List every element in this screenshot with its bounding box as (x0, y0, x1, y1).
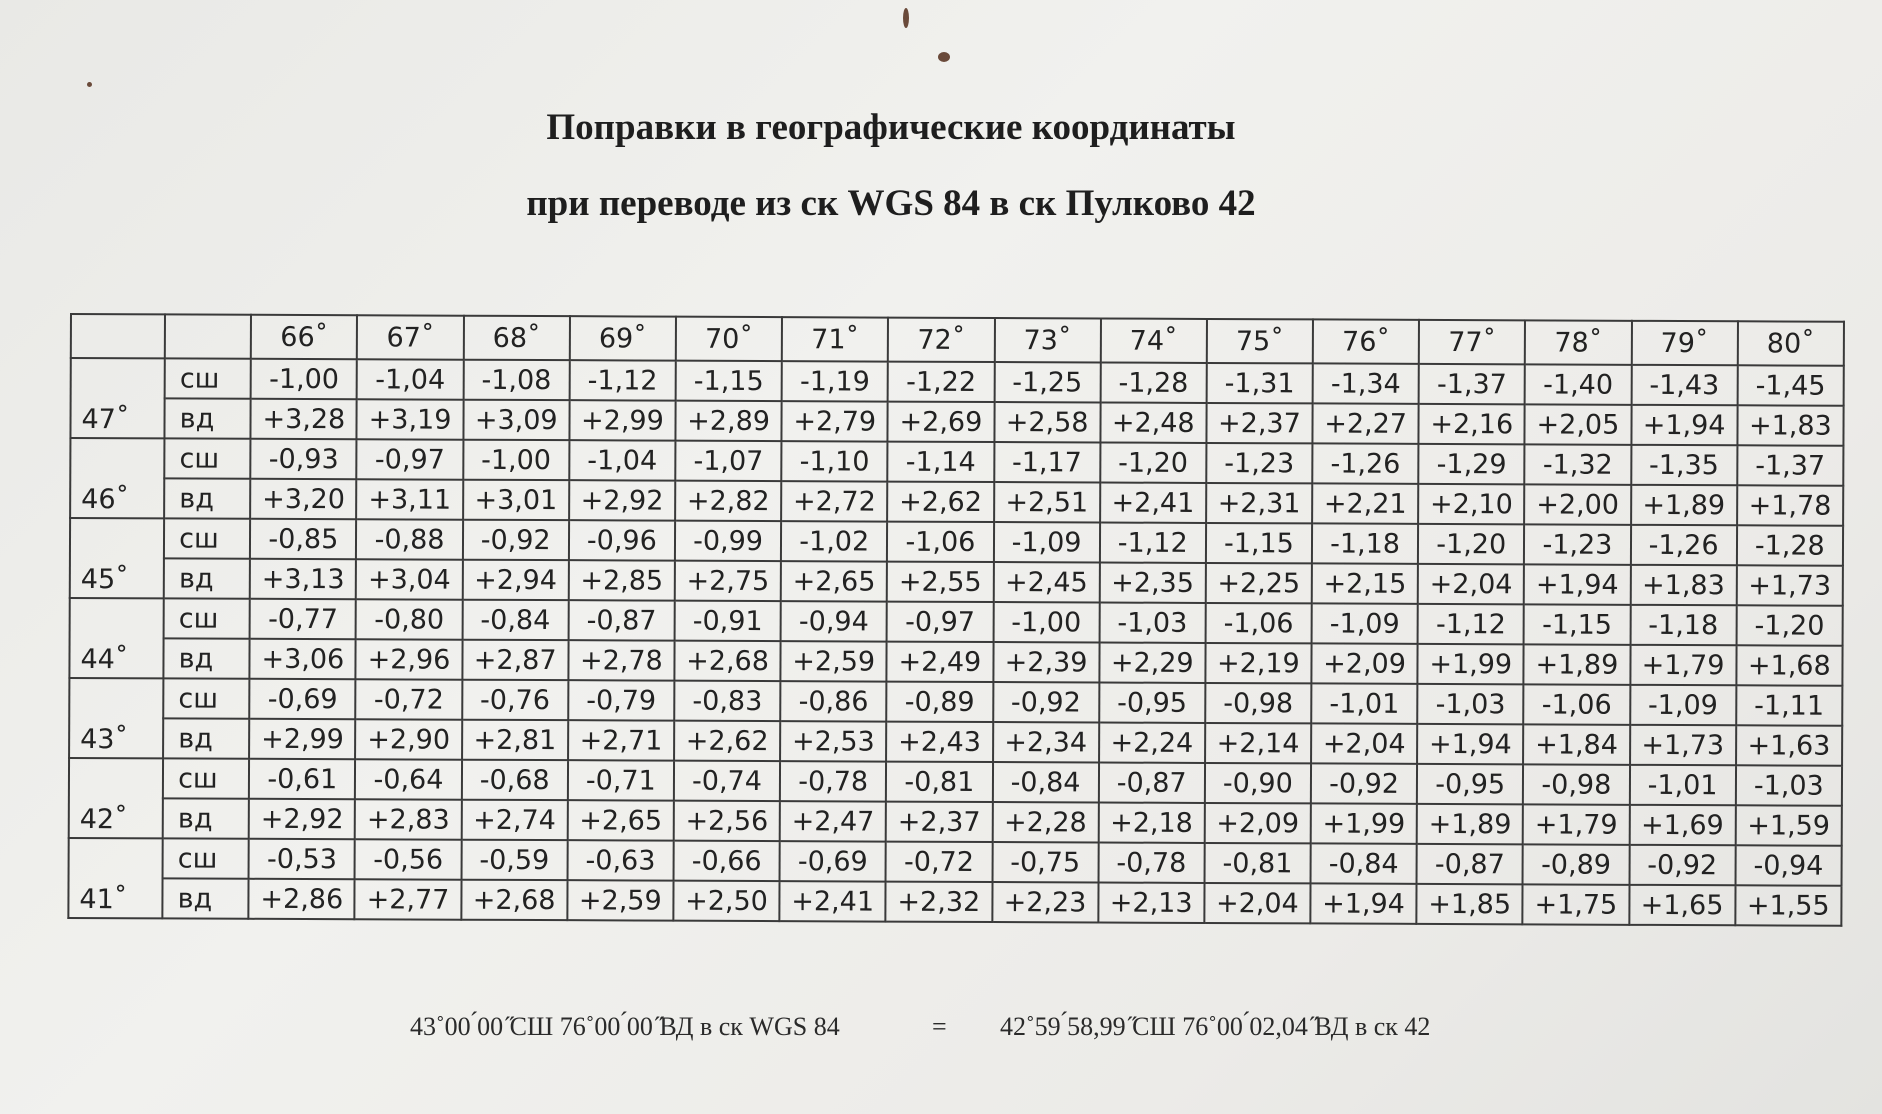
longitude-header-cell: 74˚ (1100, 318, 1206, 362)
correction-value-cell: -0,89 (1523, 844, 1629, 884)
correction-value-cell: +1,55 (1735, 885, 1841, 925)
correction-value-cell: +3,01 (463, 480, 569, 520)
corner-cell (165, 314, 251, 358)
correction-value-cell: -0,87 (1417, 844, 1523, 884)
correction-value-cell: +2,49 (887, 642, 993, 682)
longitude-header-cell: 80˚ (1737, 321, 1843, 365)
correction-value-cell: -0,97 (357, 439, 463, 479)
correction-value-cell: -0,84 (992, 762, 1098, 802)
correction-value-cell: +2,21 (1312, 483, 1418, 523)
correction-value-cell: -0,92 (1629, 845, 1735, 885)
correction-value-cell: -0,71 (568, 760, 674, 800)
correction-value-cell: -1,29 (1418, 444, 1524, 484)
row-kind-label: сш (163, 838, 249, 878)
correction-value-cell: -0,80 (356, 599, 462, 639)
correction-value-cell: -0,59 (461, 840, 567, 880)
correction-value-cell: +2,16 (1419, 404, 1525, 444)
paper-speck (903, 8, 909, 28)
example-wgs84-coordinates: 43˚00 ́00 ̋СШ 76˚00 ́00 ̋ВД в ск WGS 84 (410, 1012, 840, 1041)
correction-value-cell: -1,20 (1736, 605, 1842, 645)
correction-value-cell: +2,62 (674, 721, 780, 761)
correction-value-cell: -0,98 (1523, 764, 1629, 804)
correction-value-cell: -1,26 (1312, 443, 1418, 483)
correction-value-cell: -1,37 (1419, 364, 1525, 404)
correction-value-cell: +2,99 (249, 719, 355, 759)
correction-value-cell: +2,34 (993, 722, 1099, 762)
correction-value-cell: +2,89 (675, 401, 781, 441)
correction-value-cell: -0,76 (462, 680, 568, 720)
correction-value-cell: -1,40 (1525, 364, 1631, 404)
longitude-header-cell: 75˚ (1207, 319, 1313, 363)
correction-value-cell: +3,09 (463, 400, 569, 440)
correction-value-cell: -1,12 (569, 360, 675, 400)
correction-value-cell: -1,03 (1736, 765, 1842, 805)
correction-value-cell: -1,25 (994, 362, 1100, 402)
correction-value-cell: -1,18 (1312, 523, 1418, 563)
correction-value-cell: -0,83 (674, 681, 780, 721)
correction-value-cell: +2,05 (1525, 404, 1631, 444)
correction-value-cell: +1,65 (1629, 885, 1735, 925)
correction-value-cell: -1,12 (1418, 604, 1524, 644)
document-title-line-2: при переводе из ск WGS 84 в ск Пулково 42 (526, 183, 1256, 224)
correction-value-cell: -1,18 (1630, 605, 1736, 645)
correction-value-cell: +3,11 (357, 479, 463, 519)
correction-value-cell: -0,94 (1735, 845, 1841, 885)
correction-value-cell: +2,35 (1099, 562, 1205, 602)
correction-value-cell: +1,94 (1310, 883, 1416, 923)
correction-value-cell: -1,02 (781, 521, 887, 561)
correction-value-cell: -1,11 (1736, 685, 1842, 725)
header-row (71, 314, 1844, 366)
correction-value-cell: +3,13 (250, 559, 356, 599)
correction-value-cell: +2,90 (356, 719, 462, 759)
correction-value-cell: -0,85 (250, 519, 356, 559)
correction-value-cell: -1,17 (994, 442, 1100, 482)
correction-value-cell: -0,93 (251, 439, 357, 479)
correction-value-cell: +2,55 (887, 562, 993, 602)
correction-value-cell: -0,84 (462, 600, 568, 640)
correction-value-cell: +2,58 (994, 402, 1100, 442)
correction-value-cell: +1,79 (1630, 645, 1736, 685)
correction-value-cell: +2,09 (1311, 643, 1417, 683)
correction-value-cell: -0,69 (250, 679, 356, 719)
correction-value-cell: +1,99 (1418, 644, 1524, 684)
correction-value-cell: +2,75 (675, 561, 781, 601)
correction-value-cell: +2,59 (567, 880, 673, 920)
paper-speck (87, 82, 92, 87)
correction-value-cell: +2,51 (994, 482, 1100, 522)
correction-value-cell: -0,96 (569, 520, 675, 560)
correction-value-cell: +2,71 (568, 720, 674, 760)
correction-value-cell: -1,31 (1206, 363, 1312, 403)
correction-value-cell: +2,25 (1206, 563, 1312, 603)
correction-value-cell: +2,65 (781, 561, 887, 601)
correction-value-cell: -0,88 (356, 519, 462, 559)
correction-value-cell: -0,78 (780, 761, 886, 801)
correction-value-cell: -1,04 (357, 359, 463, 399)
correction-value-cell: -1,00 (993, 602, 1099, 642)
correction-value-cell: +2,68 (461, 880, 567, 920)
correction-value-cell: +2,82 (675, 481, 781, 521)
correction-value-cell: +1,78 (1737, 485, 1843, 525)
correction-value-cell: -0,92 (1311, 763, 1417, 803)
correction-value-cell: -1,34 (1313, 363, 1419, 403)
correction-value-cell: +2,28 (992, 802, 1098, 842)
correction-value-cell: +3,06 (250, 639, 356, 679)
corrections-table-body (68, 314, 1844, 926)
correction-value-cell: -0,69 (780, 841, 886, 881)
correction-value-cell: +3,19 (357, 399, 463, 439)
row-kind-label: вд (165, 398, 251, 438)
correction-value-cell: -1,14 (888, 442, 994, 482)
correction-value-cell: -0,53 (249, 839, 355, 879)
correction-value-cell: +2,13 (1098, 882, 1204, 922)
correction-value-cell: -0,84 (1311, 843, 1417, 883)
longitude-header-cell: 67˚ (357, 315, 463, 359)
correction-value-cell: -1,09 (993, 522, 1099, 562)
document-title-line-1: Поправки в географические координаты (546, 107, 1236, 148)
correction-value-cell: -0,94 (781, 601, 887, 641)
row-kind-label: вд (163, 718, 249, 758)
latitude-label-cell: 43˚ (69, 678, 164, 758)
correction-value-cell: +1,59 (1735, 805, 1841, 845)
correction-value-cell: -0,66 (674, 841, 780, 881)
row-kind-label: сш (163, 758, 249, 798)
correction-value-cell: +1,79 (1523, 804, 1629, 844)
correction-value-cell: -0,91 (675, 601, 781, 641)
row-kind-label: вд (164, 638, 250, 678)
row-kind-label: сш (165, 358, 251, 398)
correction-value-cell: -1,06 (887, 522, 993, 562)
correction-value-cell: -1,43 (1631, 365, 1737, 405)
correction-value-cell: -0,72 (886, 842, 992, 882)
longitude-header-cell: 69˚ (570, 316, 676, 360)
correction-value-cell: -0,81 (1204, 843, 1310, 883)
correction-value-cell: +2,45 (993, 562, 1099, 602)
correction-value-cell: +2,04 (1204, 883, 1310, 923)
correction-value-cell: -1,15 (676, 361, 782, 401)
correction-value-cell: -0,92 (993, 682, 1099, 722)
correction-value-cell: -0,99 (675, 521, 781, 561)
correction-value-cell: -1,00 (463, 440, 569, 480)
correction-value-cell: +2,87 (462, 640, 568, 680)
correction-value-cell: -1,20 (1100, 442, 1206, 482)
correction-value-cell: +2,48 (1100, 402, 1206, 442)
correction-value-cell: -1,26 (1630, 525, 1736, 565)
correction-value-cell: -0,74 (674, 761, 780, 801)
correction-value-cell: +2,92 (249, 799, 355, 839)
correction-value-cell: +2,37 (1206, 403, 1312, 443)
correction-value-cell: +2,50 (673, 881, 779, 921)
correction-value-cell: -1,08 (463, 360, 569, 400)
correction-value-cell: -1,19 (782, 361, 888, 401)
correction-value-cell: -1,10 (781, 441, 887, 481)
correction-value-cell: -0,95 (1417, 764, 1523, 804)
correction-value-cell: +2,04 (1418, 564, 1524, 604)
correction-value-cell: +1,63 (1736, 725, 1842, 765)
correction-value-cell: +2,41 (780, 881, 886, 921)
correction-value-cell: +1,69 (1629, 805, 1735, 845)
longitude-header-cell: 73˚ (994, 318, 1100, 362)
correction-value-cell: +2,14 (1205, 723, 1311, 763)
correction-value-cell: +2,31 (1206, 483, 1312, 523)
correction-value-cell: +2,72 (781, 481, 887, 521)
correction-value-cell: +2,77 (355, 879, 461, 919)
longitude-header-cell: 78˚ (1525, 320, 1631, 364)
correction-value-cell: -0,78 (1098, 842, 1204, 882)
correction-value-cell: +2,04 (1311, 723, 1417, 763)
correction-value-cell: +1,75 (1523, 884, 1629, 924)
correction-value-cell: -1,28 (1737, 525, 1843, 565)
correction-value-cell: -0,63 (567, 840, 673, 880)
correction-value-cell: -1,06 (1205, 603, 1311, 643)
correction-value-cell: -1,23 (1524, 524, 1630, 564)
correction-value-cell: +1,99 (1311, 803, 1417, 843)
longitude-header-cell: 72˚ (888, 318, 994, 362)
correction-value-cell: -0,72 (356, 679, 462, 719)
correction-value-cell: +1,89 (1631, 485, 1737, 525)
correction-value-cell: +2,39 (993, 642, 1099, 682)
correction-value-cell: +2,74 (461, 800, 567, 840)
correction-value-cell: -0,81 (886, 762, 992, 802)
correction-value-cell: -1,04 (569, 440, 675, 480)
correction-value-cell: -1,15 (1206, 523, 1312, 563)
row-kind-label: сш (163, 678, 249, 718)
correction-value-cell: +2,47 (780, 801, 886, 841)
correction-value-cell: +2,65 (568, 800, 674, 840)
correction-value-cell: +2,99 (569, 400, 675, 440)
corrections-table (67, 313, 1845, 927)
longitude-header-cell: 66˚ (251, 315, 357, 359)
correction-value-cell: +1,68 (1736, 645, 1842, 685)
correction-value-cell: +2,81 (462, 720, 568, 760)
correction-value-cell: -0,89 (887, 682, 993, 722)
correction-value-cell: -0,97 (887, 602, 993, 642)
correction-value-cell: +2,53 (780, 721, 886, 761)
row-kind-label: вд (163, 878, 249, 918)
correction-value-cell: +2,78 (568, 640, 674, 680)
correction-value-cell: -1,15 (1524, 604, 1630, 644)
latitude-label-cell: 47˚ (70, 358, 165, 438)
correction-value-cell: +2,92 (569, 480, 675, 520)
row-kind-label: вд (164, 558, 250, 598)
correction-value-cell: +2,24 (1099, 722, 1205, 762)
correction-value-cell: -1,12 (1100, 522, 1206, 562)
correction-value-cell: +2,68 (674, 641, 780, 681)
correction-value-cell: -0,86 (780, 681, 886, 721)
correction-value-cell: +2,69 (888, 402, 994, 442)
correction-value-cell: -0,77 (250, 599, 356, 639)
correction-value-cell: +1,84 (1523, 724, 1629, 764)
row-kind-label: вд (164, 478, 250, 518)
correction-value-cell: +1,94 (1524, 564, 1630, 604)
correction-value-cell: +2,96 (356, 639, 462, 679)
row-kind-label: вд (163, 798, 249, 838)
correction-value-cell: -1,06 (1524, 684, 1630, 724)
correction-value-cell: +2,00 (1524, 484, 1630, 524)
paper-speck (938, 52, 950, 62)
correction-value-cell: +1,94 (1417, 724, 1523, 764)
correction-value-cell: -1,37 (1737, 445, 1843, 485)
correction-value-cell: +1,85 (1417, 884, 1523, 924)
correction-value-cell: -1,09 (1630, 685, 1736, 725)
correction-value-cell: +2,29 (1099, 642, 1205, 682)
correction-value-cell: +2,43 (886, 722, 992, 762)
correction-value-cell: -0,61 (249, 759, 355, 799)
longitude-header-cell: 70˚ (676, 317, 782, 361)
correction-value-cell: -1,07 (675, 441, 781, 481)
longitude-header-cell: 68˚ (463, 316, 569, 360)
row-kind-label: сш (164, 438, 250, 478)
correction-value-cell: -0,56 (355, 839, 461, 879)
correction-value-cell: -1,01 (1629, 765, 1735, 805)
correction-value-cell: -1,03 (1417, 684, 1523, 724)
correction-value-cell: -0,75 (992, 842, 1098, 882)
row-kind-label: сш (164, 518, 250, 558)
correction-value-cell: +2,62 (887, 482, 993, 522)
correction-value-cell: -0,87 (1099, 762, 1205, 802)
correction-value-cell: +2,86 (249, 879, 355, 919)
correction-value-cell: -0,68 (462, 760, 568, 800)
correction-value-cell: +2,15 (1312, 563, 1418, 603)
correction-value-cell: -1,00 (251, 359, 357, 399)
correction-value-cell: +2,19 (1205, 643, 1311, 683)
correction-value-cell: -0,98 (1205, 683, 1311, 723)
correction-value-cell: +2,27 (1312, 403, 1418, 443)
correction-value-cell: +2,83 (355, 799, 461, 839)
corner-cell (71, 314, 165, 358)
correction-value-cell: -1,23 (1206, 443, 1312, 483)
correction-value-cell: +1,73 (1736, 565, 1842, 605)
longitude-header-cell: 79˚ (1631, 321, 1737, 365)
correction-value-cell: -0,95 (1099, 682, 1205, 722)
correction-value-cell: +1,83 (1630, 565, 1736, 605)
longitude-header-cell: 76˚ (1313, 319, 1419, 363)
correction-value-cell: -1,01 (1311, 683, 1417, 723)
correction-value-cell: +2,18 (1098, 802, 1204, 842)
example-equals-sign: = (932, 1012, 947, 1041)
latitude-label-cell: 45˚ (70, 518, 165, 598)
latitude-label-cell: 44˚ (69, 598, 164, 678)
longitude-header-cell: 71˚ (782, 317, 888, 361)
correction-value-cell: -1,35 (1631, 445, 1737, 485)
correction-value-cell: +2,41 (1100, 482, 1206, 522)
correction-value-cell: +2,10 (1418, 484, 1524, 524)
correction-value-cell: +2,37 (886, 802, 992, 842)
correction-value-cell: +3,28 (251, 399, 357, 439)
correction-value-cell: -0,92 (463, 520, 569, 560)
correction-value-cell: -0,64 (355, 759, 461, 799)
latitude-label-cell: 42˚ (69, 758, 164, 838)
correction-value-cell: -1,22 (888, 362, 994, 402)
correction-value-cell: +1,89 (1417, 804, 1523, 844)
correction-value-cell: +3,20 (250, 479, 356, 519)
correction-value-cell: +1,94 (1631, 405, 1737, 445)
correction-value-cell: +2,59 (781, 641, 887, 681)
correction-value-cell: -1,28 (1100, 362, 1206, 402)
correction-value-cell: -1,20 (1418, 524, 1524, 564)
correction-value-cell: -0,90 (1205, 763, 1311, 803)
latitude-label-cell: 41˚ (68, 838, 163, 918)
row-kind-label: сш (164, 598, 250, 638)
correction-value-cell: +2,23 (992, 882, 1098, 922)
correction-value-cell: +2,94 (462, 560, 568, 600)
correction-value-cell: +2,56 (674, 801, 780, 841)
longitude-header-cell: 77˚ (1419, 320, 1525, 364)
latitude-label-cell: 46˚ (70, 438, 165, 518)
table-row (68, 878, 1841, 926)
example-pulkovo-coordinates: 42˚59 ́58,99 ̋СШ 76˚00 ́02,04 ̋ВД в ск 42 (1000, 1012, 1431, 1041)
correction-value-cell: +1,83 (1737, 405, 1843, 445)
correction-value-cell: +2,79 (782, 401, 888, 441)
correction-value-cell: -1,45 (1737, 365, 1843, 405)
correction-value-cell: +2,85 (569, 560, 675, 600)
correction-value-cell: -1,32 (1525, 444, 1631, 484)
correction-value-cell: +1,89 (1524, 644, 1630, 684)
correction-value-cell: -1,09 (1312, 603, 1418, 643)
correction-value-cell: +3,04 (356, 559, 462, 599)
correction-value-cell: -1,03 (1099, 602, 1205, 642)
correction-value-cell: -0,79 (568, 680, 674, 720)
correction-value-cell: +2,32 (886, 882, 992, 922)
correction-value-cell: +2,09 (1205, 803, 1311, 843)
correction-value-cell: -0,87 (568, 600, 674, 640)
correction-value-cell: +1,73 (1630, 725, 1736, 765)
